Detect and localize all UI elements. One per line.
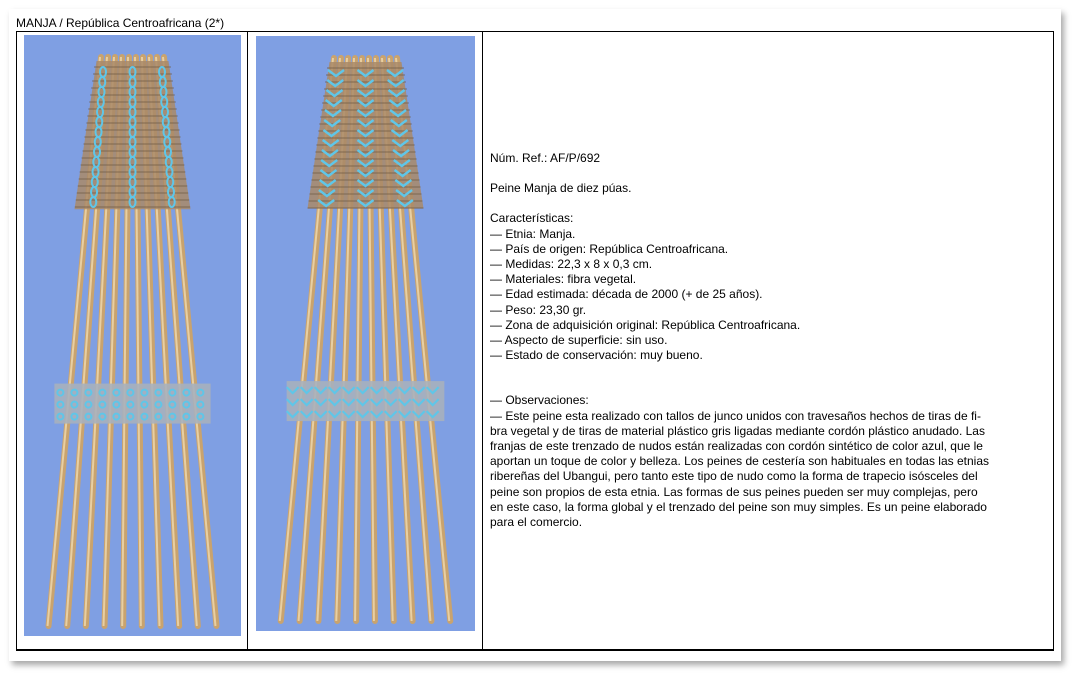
reference-number: Núm. Ref.: AF/P/692 bbox=[490, 151, 601, 165]
observations-line: franjas de este trenzado de nudos están realizadas con cordón sintético de color azul, que le bbox=[490, 439, 983, 454]
feature-item: — Estado de conservación: muy bueno. bbox=[490, 348, 703, 363]
observations-line: bra vegetal y de tiras de material plástico gris ligadas mediante cordón plástico anudado. Las bbox=[490, 423, 985, 438]
comb-front-photo bbox=[24, 35, 241, 636]
feature-item: — Peso: 23,30 gr. bbox=[490, 302, 587, 317]
catalog-table bbox=[16, 31, 1054, 651]
features-heading: Características: bbox=[490, 211, 574, 226]
item-summary: Peine Manja de diez púas. bbox=[490, 181, 632, 196]
observations-line: para el comercio. bbox=[490, 515, 583, 530]
feature-item: — País de origen: República Centroafricana. bbox=[490, 241, 729, 256]
feature-item: — Aspecto de superficie: sin uso. bbox=[490, 333, 668, 348]
feature-item: — Edad estimada: década de 2000 (+ de 25 años). bbox=[490, 287, 763, 302]
feature-item: — Materiales: fibra vegetal. bbox=[490, 272, 637, 287]
feature-item: — Zona de adquisición original: República Centroafricana. bbox=[490, 317, 801, 332]
observations-line: ribereñas del Ubangui, pero tanto este tipo de nudo como la forma de trapecio isósceles del bbox=[490, 469, 978, 484]
observations-heading: — Observaciones: bbox=[490, 393, 589, 408]
observations-line: en este caso, la forma global y el trenzado del peine son muy simples. Es un peine elaborado bbox=[490, 499, 987, 514]
column-divider bbox=[247, 32, 248, 649]
observations-line: — Este peine esta realizado con tallos de junco unidos con travesaños hechos de tiras de fi- bbox=[490, 408, 981, 423]
feature-item: — Medidas: 22,3 x 8 x 0,3 cm. bbox=[490, 257, 653, 272]
page-title: MANJA / República Centroafricana (2*) bbox=[16, 16, 225, 30]
observations-line: peine son propios de esta etnia. Las formas de sus peines pueden ser muy complejas, pero bbox=[490, 484, 978, 499]
column-divider bbox=[482, 32, 483, 649]
observations-line: aportan un toque de color y belleza. Los peines de cestería son habituales en todas las etnias bbox=[490, 454, 990, 469]
feature-item: — Etnia: Manja. bbox=[490, 226, 576, 241]
comb-back-photo bbox=[256, 36, 475, 631]
item-description bbox=[490, 151, 1045, 530]
